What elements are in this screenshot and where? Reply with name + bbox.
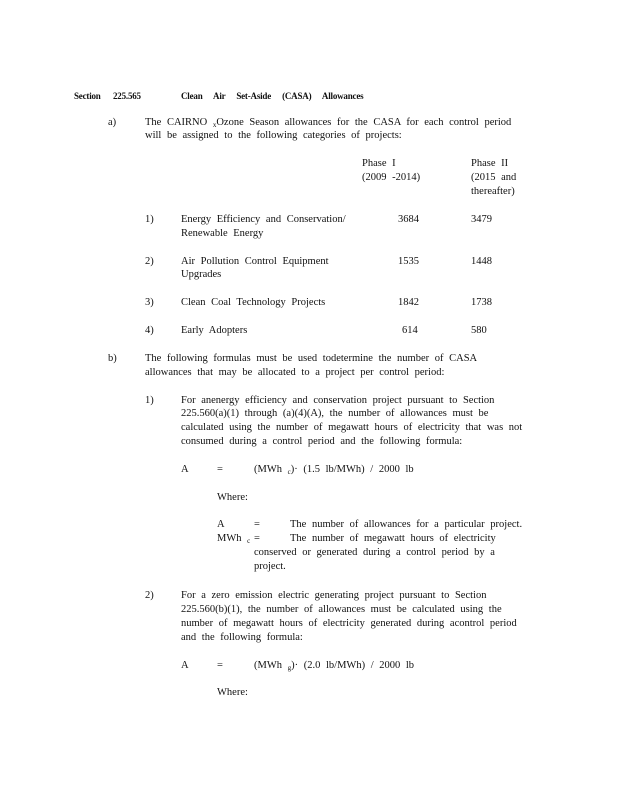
- def-mwh-line1: The number of megawatt hours of electricity: [290, 533, 496, 544]
- def-mwh-symbol: [217, 532, 250, 548]
- b-item1-line3: calculated using the number of megawatt hours of electricity that was not: [181, 422, 523, 433]
- subsection-a-intro-line2: will be assigned to the following categories of projects:: [145, 130, 402, 141]
- a-item2-line2: Upgrades: [181, 269, 222, 280]
- b-item1-line1: For anenergy efficiency and conservation project pursuant to Section: [181, 395, 495, 406]
- b-item1-number: 1): [145, 395, 154, 406]
- formula2-sub: g: [287, 664, 292, 672]
- a-item1-line1: Energy Efficiency and Conservation/: [181, 214, 346, 225]
- b-item2-line3: number of megawatt hours of electricity generated during acontrol period: [181, 618, 517, 629]
- a-item3-phase1: 1842: [398, 297, 419, 308]
- formula1-where: Where:: [217, 492, 248, 503]
- phase1-title: Phase I: [362, 158, 396, 169]
- def-mwh-equals: =: [254, 533, 260, 544]
- a-item1-phase2: 3479: [471, 214, 492, 225]
- section-title: Clean Air Set-Aside (CASA) Allowances: [181, 91, 364, 101]
- formula2-rest: )· (2.0 lb/MWh) / 2000 lb: [291, 660, 415, 671]
- subsection-b-intro-line1: The following formulas must be used todetermine the number of CASA: [145, 353, 478, 364]
- phase2-years-line2: thereafter): [471, 186, 515, 197]
- formula2-a: A: [181, 660, 189, 671]
- subsection-a-label: a): [108, 117, 117, 128]
- a-item1-number: 1): [145, 214, 154, 225]
- formula1-a: A: [181, 464, 189, 475]
- b-item2-number: 2): [145, 590, 154, 601]
- a-item3-number: 3): [145, 297, 154, 308]
- a-item3-phase2: 1738: [471, 297, 492, 308]
- formula1-equals: =: [217, 464, 223, 475]
- formula1-sub: c: [287, 468, 291, 476]
- b-item1-line4: consumed during a control period and the following formula:: [181, 436, 463, 447]
- a-item1-phase1: 3684: [398, 214, 419, 225]
- a-item2-phase1: 1535: [398, 256, 419, 267]
- a-item2-number: 2): [145, 256, 154, 267]
- intro-pre: The CAIRNO: [145, 117, 208, 128]
- section-number: 225.565: [113, 91, 141, 101]
- intro-post: Ozone Season allowances for the CASA for each control period: [216, 117, 512, 128]
- subsection-b-intro-line2: allowances that may be allocated to a project per control period:: [145, 367, 445, 378]
- a-item1-line2: Renewable Energy: [181, 228, 264, 239]
- phase1-years: (2009 -2014): [362, 172, 421, 183]
- formula2-expression: [254, 659, 414, 675]
- formula2-mwh: (MWh: [254, 660, 282, 671]
- a-item2-phase2: 1448: [471, 256, 492, 267]
- phase2-years-line1: (2015 and: [471, 172, 517, 183]
- phase2-title: Phase II: [471, 158, 509, 169]
- def-mwh-sub: c: [247, 537, 251, 545]
- def-mwh-line2: conserved or generated during a control period by a: [254, 547, 495, 558]
- section-word: Section: [74, 91, 101, 101]
- a-item3-line1: Clean Coal Technology Projects: [181, 297, 326, 308]
- def-a-text: The number of allowances for a particular project.: [290, 519, 523, 530]
- a-item2-line1: Air Pollution Control Equipment: [181, 256, 329, 267]
- a-item4-phase1: 614: [402, 325, 418, 336]
- a-item4-line1: Early Adopters: [181, 325, 248, 336]
- formula2-where: Where:: [217, 687, 248, 698]
- b-item2-line2: 225.560(b)(1), the number of allowances must be calculated using the: [181, 604, 502, 615]
- formula1-mwh: (MWh: [254, 464, 282, 475]
- a-item4-number: 4): [145, 325, 154, 336]
- def-mwh-line3: project.: [254, 561, 286, 572]
- def-a-symbol: A: [217, 519, 225, 530]
- b-item1-line2: 225.560(a)(1) through (a)(4)(A), the number of allowances must be: [181, 408, 489, 419]
- formula2-equals: =: [217, 660, 223, 671]
- formula1-expression: [254, 463, 414, 479]
- formula1-rest: )· (1.5 lb/MWh) / 2000 lb: [290, 464, 414, 475]
- def-mwh-label: MWh: [217, 533, 242, 544]
- a-item4-phase2: 580: [471, 325, 487, 336]
- b-item2-line4: and the following formula:: [181, 632, 303, 643]
- intro-sub: x: [212, 121, 217, 129]
- subsection-b-label: b): [108, 353, 117, 364]
- b-item2-line1: For a zero emission electric generating project pursuant to Section: [181, 590, 487, 601]
- def-a-equals: =: [254, 519, 260, 530]
